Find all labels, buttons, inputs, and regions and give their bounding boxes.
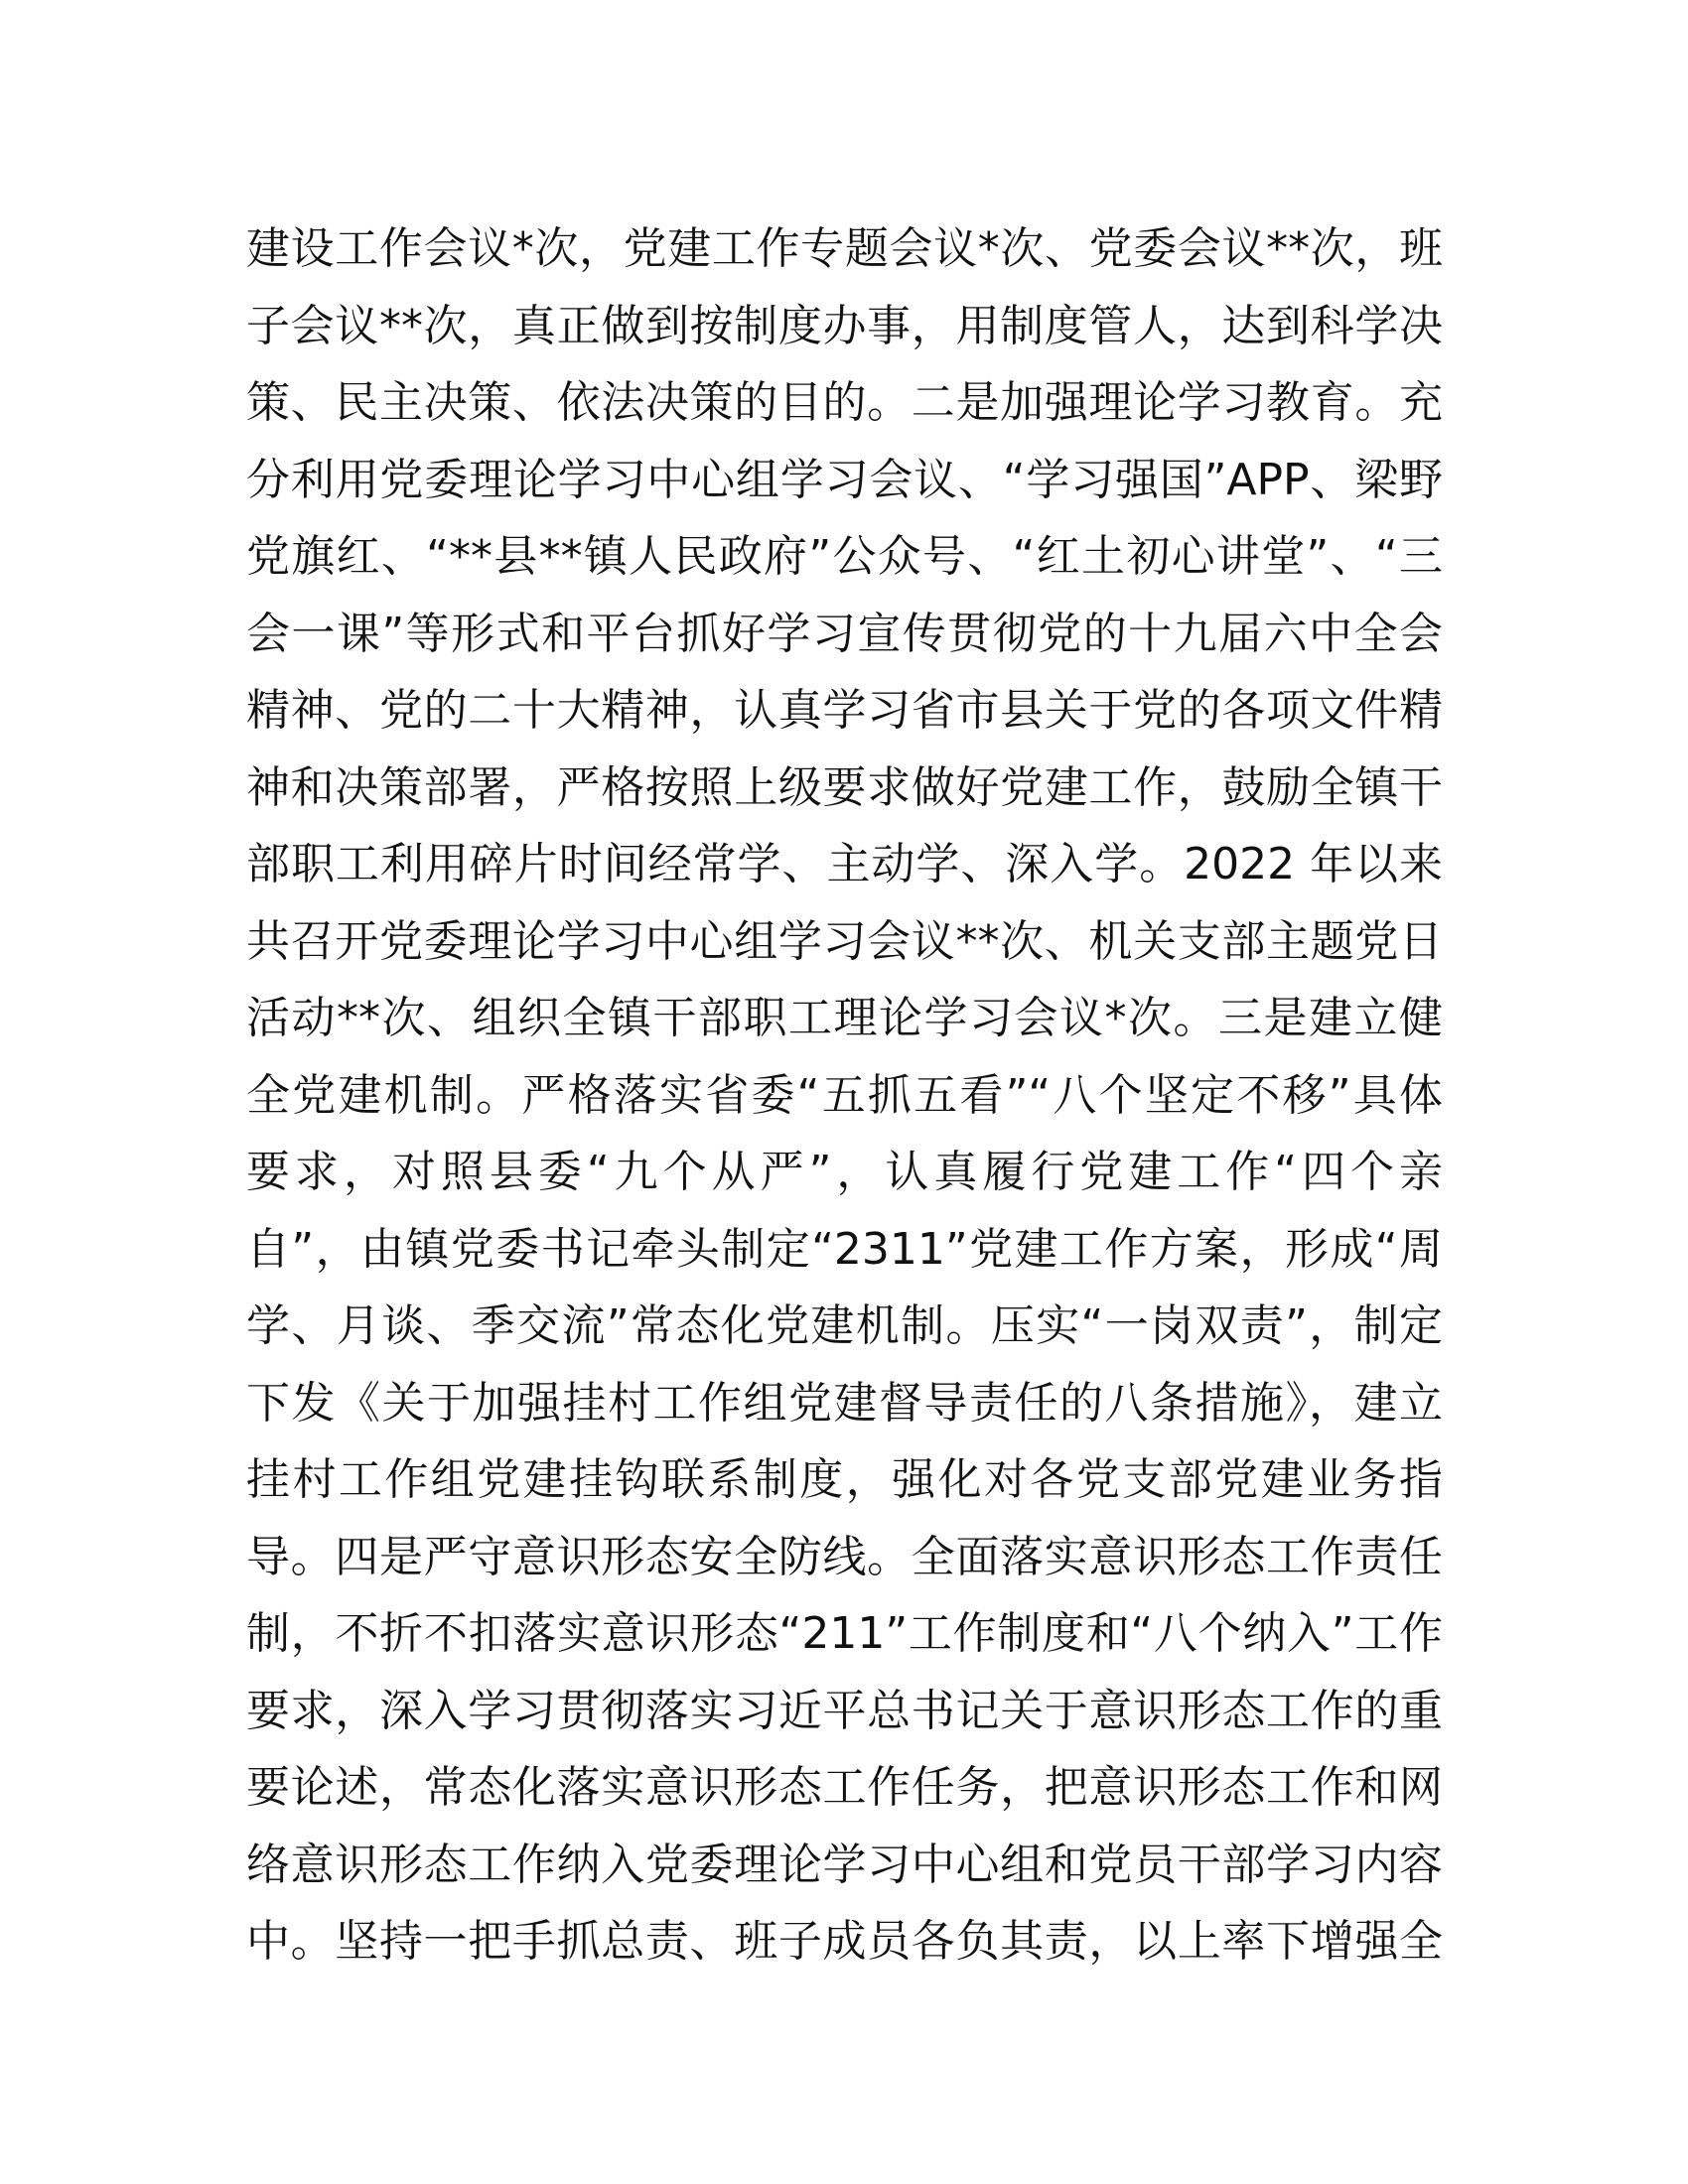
text-line: 共召开党委理论学习中心组学习会议**次、机关支部主题党日 xyxy=(246,915,1443,967)
text-line: 导。四是严守意识形态安全防线。全面落实意识形态工作责任 xyxy=(246,1531,1443,1582)
text-line: 下发《关于加强挂村工作组党建督导责任的八条措施》，建立 xyxy=(246,1377,1443,1429)
text-line: 制，不折不扣落实意识形态“211”工作制度和“八个纳入”工作 xyxy=(246,1608,1443,1659)
text-line: 自”，由镇党委书记牵头制定“2311”党建工作方案，形成“周 xyxy=(246,1223,1443,1275)
text-line: 建设工作会议*次，党建工作专题会议*次、党委会议**次，班 xyxy=(246,223,1443,274)
text-line: 子会议**次，真正做到按制度办事，用制度管人，达到科学决 xyxy=(246,300,1443,351)
text-line: 要论述，常态化落实意识形态工作任务，把意识形态工作和网 xyxy=(246,1762,1443,1813)
text-line: 要求，对照县委“九个从严”，认真履行党建工作“四个亲 xyxy=(246,1147,1443,1197)
text-line: 全党建机制。严格落实省委“五抓五看”“八个坚定不移”具体 xyxy=(246,1069,1443,1121)
text-line: 精神、党的二十大精神，认真学习省市县关于党的各项文件精 xyxy=(246,685,1443,736)
text-line: 活动**次、组织全镇干部职工理论学习会议*次。三是建立健 xyxy=(246,993,1443,1043)
text-line: 部职工利用碎片时间经常学、主动学、深入学。2022 年以来 xyxy=(246,839,1443,889)
text-line: 挂村工作组党建挂钩联系制度，强化对各党支部党建业务指 xyxy=(246,1454,1443,1505)
text-line: 中。坚持一把手抓总责、班子成员各负其责，以上率下增强全 xyxy=(246,1916,1443,1967)
text-line: 分利用党委理论学习中心组学习会议、“学习强国”APP、梁野 xyxy=(246,454,1443,505)
text-line: 党旗红、“**县**镇人民政府”公众号、“红土初心讲堂”、“三 xyxy=(246,531,1443,582)
text-line: 学、月谈、季交流”常态化党建机制。压实“一岗双责”，制定 xyxy=(246,1300,1443,1351)
text-line: 要求，深入学习贯彻落实习近平总书记关于意识形态工作的重 xyxy=(246,1685,1443,1736)
body-paragraph xyxy=(246,210,1443,1980)
text-line: 神和决策部署，严格按照上级要求做好党建工作，鼓励全镇干 xyxy=(246,761,1443,813)
text-line: 络意识形态工作纳入党委理论学习中心组和党员干部学习内容 xyxy=(246,1839,1443,1890)
text-line: 会一课”等形式和平台抓好学习宣传贯彻党的十九届六中全会 xyxy=(246,608,1443,659)
text-line: 策、民主决策、依法决策的目的。二是加强理论学习教育。充 xyxy=(246,377,1443,428)
